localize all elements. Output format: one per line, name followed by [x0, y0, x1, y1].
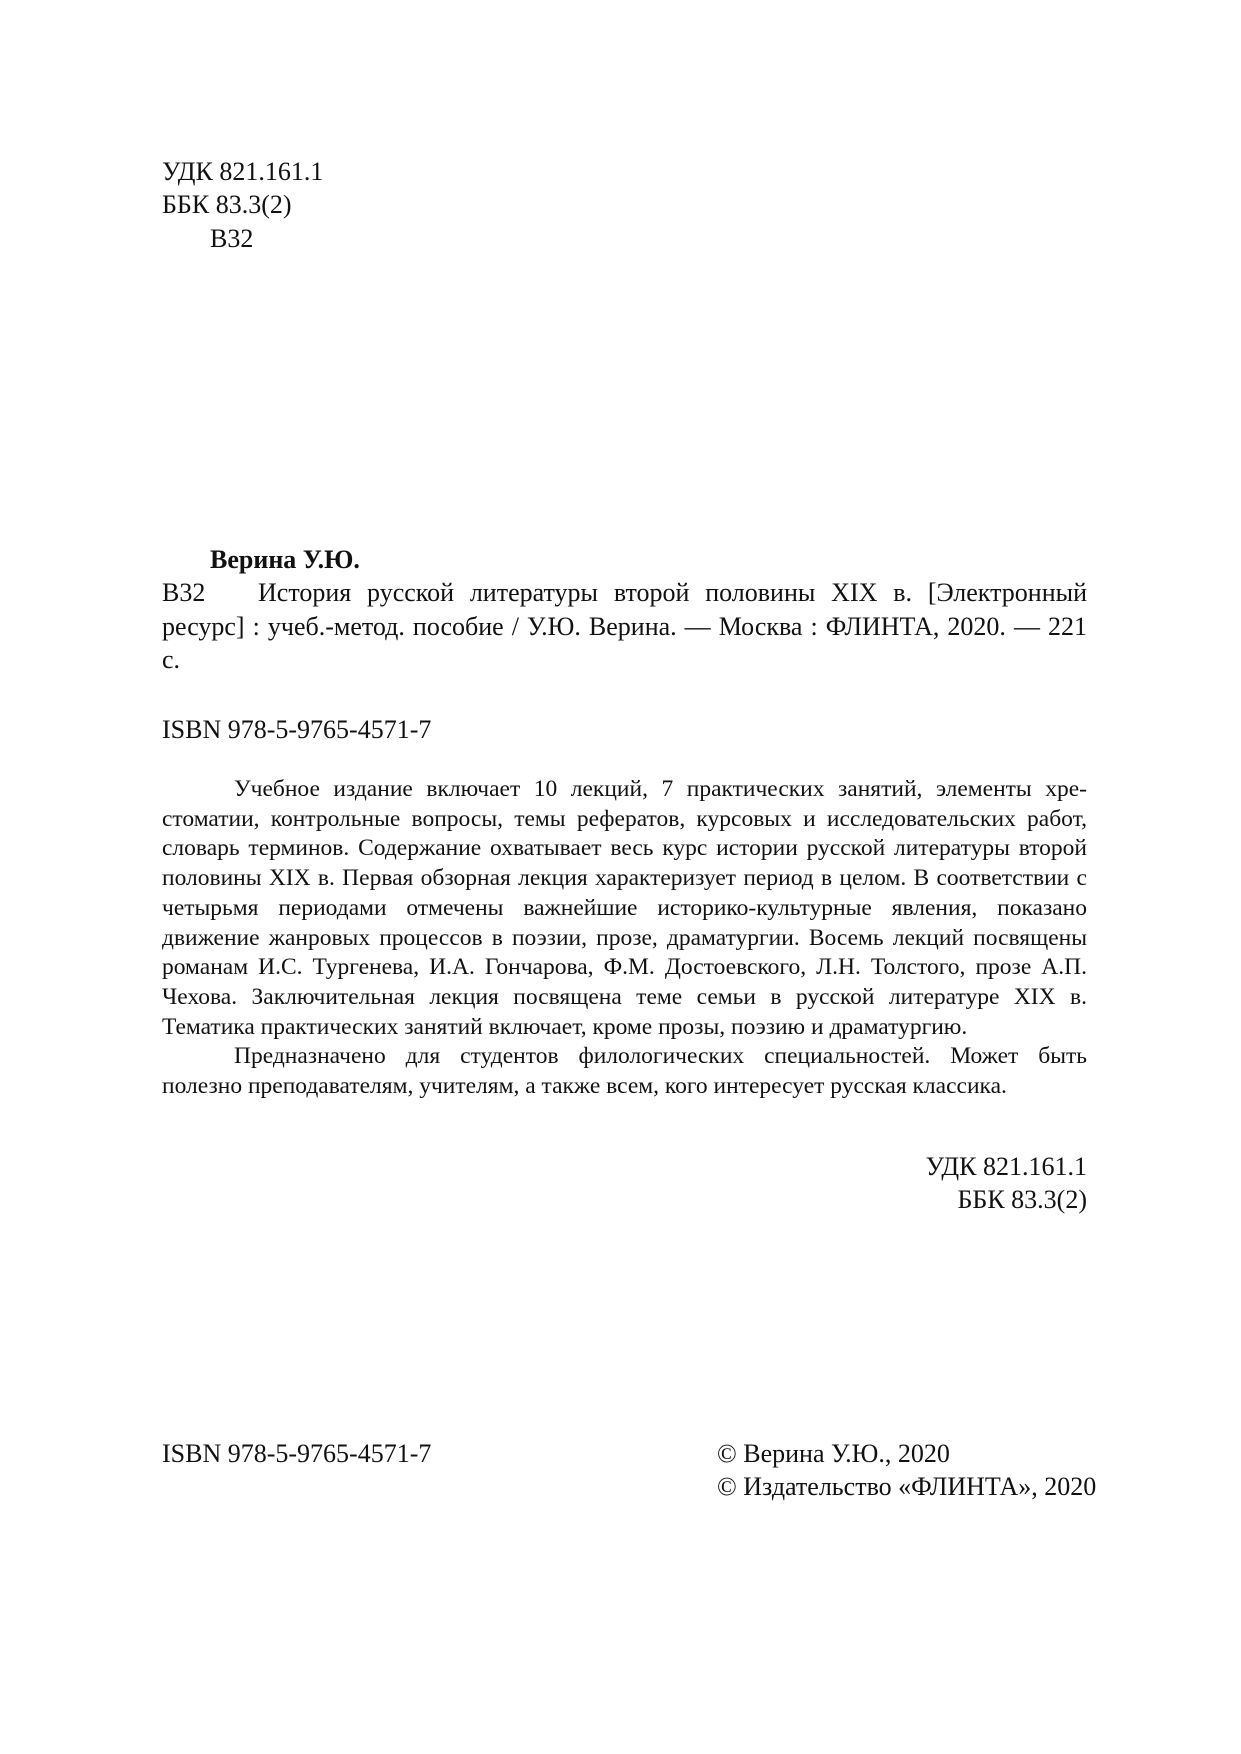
isbn-main: ISBN 978-5-9765-4571-7	[162, 715, 432, 744]
annotation-paragraph-2: Предназначено для студентов филологических специальностей. Может быть полезно преподавателям, учителям, а также всем, кого интересует русская классика.	[162, 1043, 1087, 1100]
bibliographic-entry	[162, 543, 1087, 676]
udk-code: УДК 821.161.1	[162, 157, 324, 186]
bibliographic-description	[162, 576, 1087, 676]
annotation-paragraph-1: Учебное издание включает 10 лекций, 7 практических занятий, элементы хрестоматии, контрольные вопросы, темы рефератов, курсовых и исследовательских работ, словарь терминов. Содержание охватывает весь курс истории русской литературы второй половины XIX в. Первая обзорная лекция характеризует период в целом. В соответствии с четырьмя периодами отмечены важнейшие историко-культурные явления, показано движение жанровых процессов в поэзии, прозе, драматургии. Восемь лекций посвящены романам И.С. Тургенева, И.А. Гончарова, Ф.М. Достоевского, Л.Н. Толстого, прозе А.П. Чехова. Заключительная лекция посвящена теме семьи в русской литературе XIX в. Тематика практических занятий включает, кроме прозы, поэзию и драматургию.	[162, 776, 1087, 1040]
copyright-publisher: © Издательство «ФЛИНТА», 2020	[717, 1472, 1097, 1502]
description-text: История русской литературы второй половины XIX в. [Электронный ресурс] : учеб.-метод. пособие / У.Ю. Верина. — Москва : ФЛИНТА, 2020. — 221 с.	[162, 578, 1087, 674]
imprint-page	[162, 0, 1097, 1754]
bbk-code-bottom: ББК 83.3(2)	[957, 1185, 1087, 1215]
isbn-footer: ISBN 978-5-9765-4571-7	[162, 1439, 432, 1468]
copyright-author: © Верина У.Ю., 2020	[717, 1439, 950, 1468]
entry-author-mark: В32	[162, 578, 206, 608]
classification-codes-bottom	[926, 1150, 1087, 1217]
udk-code-bottom: УДК 821.161.1	[925, 1152, 1087, 1181]
annotation	[162, 775, 1087, 1102]
copyright-block	[717, 1437, 1096, 1504]
classification-codes-top	[162, 155, 323, 255]
author-name: Верина У.Ю.	[210, 545, 360, 574]
bbk-code: ББК 83.3(2)	[162, 190, 292, 220]
author-mark: В32	[210, 223, 254, 253]
